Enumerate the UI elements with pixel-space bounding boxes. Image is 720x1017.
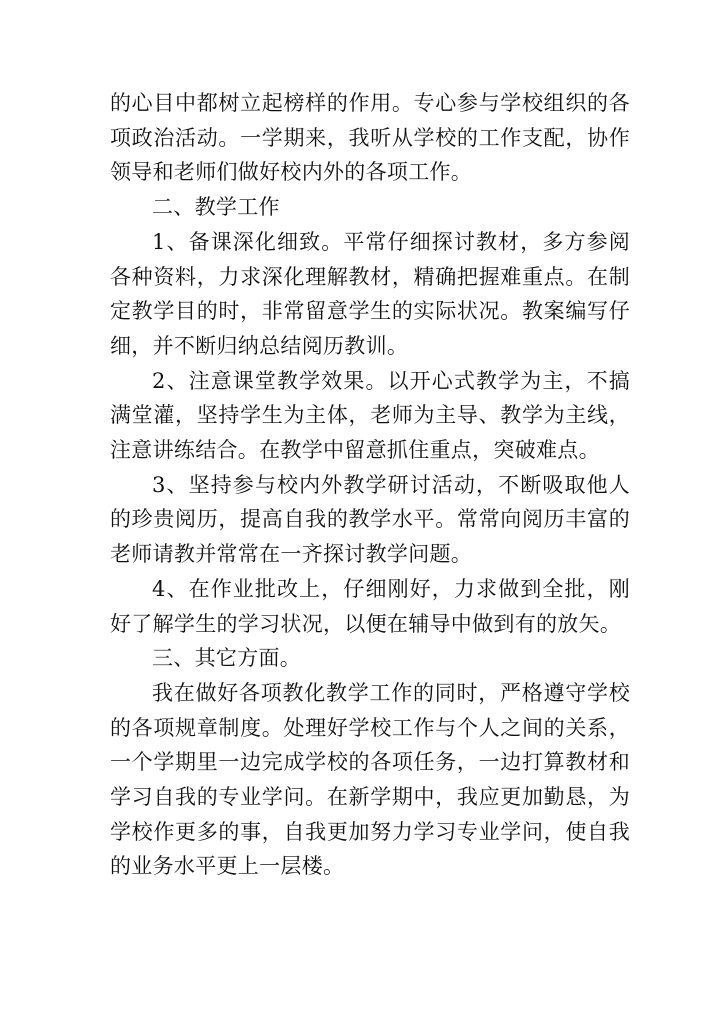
paragraph-lesson-prep: 1、备课深化细致。平常仔细探讨教材，多方参阅各种资料，力求深化理解教材，精确把握难重点。在制定教学目的时，非常留意学生的实际状况。教案编写仔细，并不断归纳总结阅历教训。 [110, 229, 630, 358]
heading-other-aspects: 三、其它方面。 [152, 646, 302, 671]
document-body [110, 86, 630, 884]
paragraph-homework-grading: 4、在作业批改上，仔细刚好，力求做到全批，刚好了解学生的学习状况，以便在辅导中做到有的放矢。 [110, 576, 630, 636]
paragraph-research-activities: 3、坚持参与校内外教学研讨活动，不断吸取他人的珍贵阅历，提高自我的教学水平。常常向阅历丰富的老师请教并常常在一齐探讨教学问题。 [110, 472, 630, 567]
paragraph-conclusion: 我在做好各项教化教学工作的同时，严格遵守学校的各项规章制度。处理好学校工作与个人之间的关系，一个学期里一边完成学校的各项任务，一边打算教材和学习自我的专业学问。在新学期中，我应更加勤恳，为学校作更多的事，自我更加努力学习专业学问，使自我的业务水平更上一层楼。 [110, 680, 630, 879]
paragraph-intro: 的心目中都树立起榜样的作用。专心参与学校组织的各项政治活动。一学期来，我听从学校的工作支配，协作领导和老师们做好校内外的各项工作。 [110, 91, 630, 185]
heading-teaching-work: 二、教学工作 [152, 195, 280, 220]
paragraph-classroom-effect: 2、注意课堂教学效果。以开心式教学为主，不搞满堂灌，坚持学生为主体，老师为主导、教学为主线，注意讲练结合。在教学中留意抓住重点，突破难点。 [110, 368, 630, 463]
